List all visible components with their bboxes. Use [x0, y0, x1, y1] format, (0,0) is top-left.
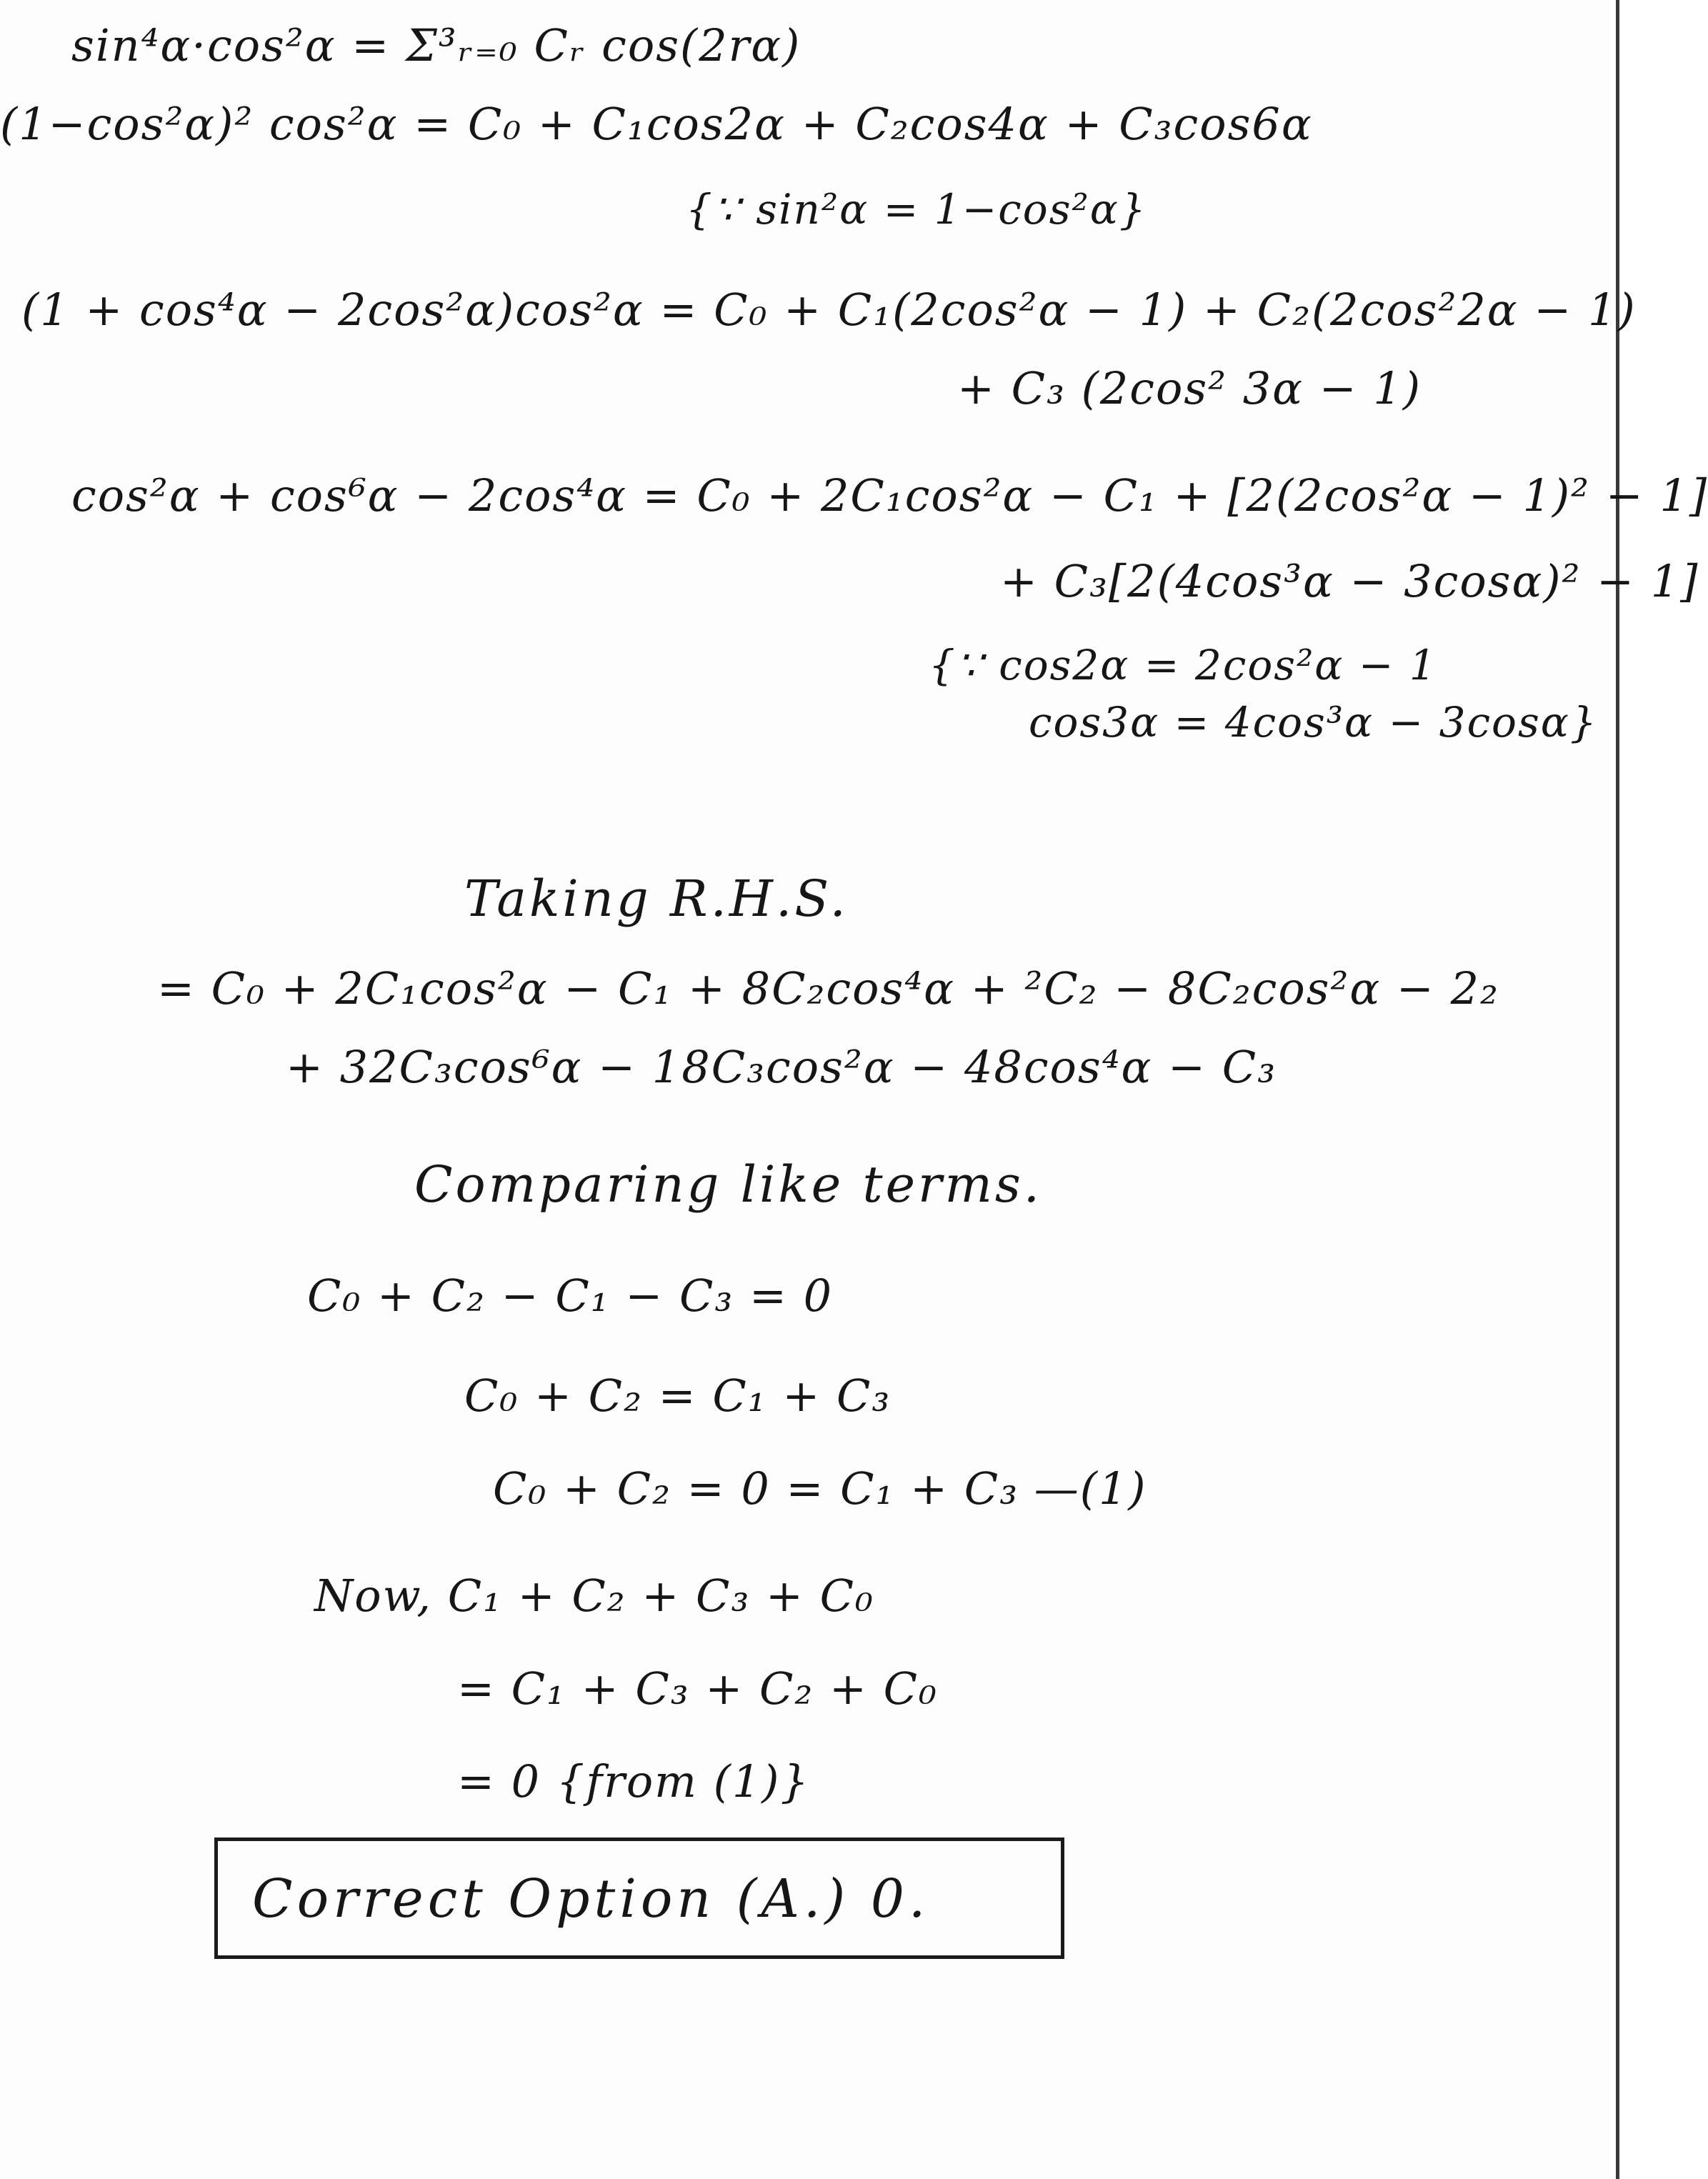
section-heading-compare: Comparing like terms.	[414, 1155, 1043, 1214]
identity-note-cos3: cos3α = 4cos³α − 3cosα}	[1029, 698, 1598, 747]
simplified-line: cos²α + cos⁶α − 2cos⁴α = C₀ + 2C₁cos²α − C₁ + [2(2cos²α − 1)² − 1]	[71, 469, 1708, 522]
answer-text: Correct Option (A.) 0.	[252, 1868, 930, 1930]
rhs-expansion-continued: + 32C₃cos⁶α − 18C₃cos²α − 48cos⁴α − C₃	[286, 1041, 1277, 1093]
given-equation: sin⁴α·cos²α = Σ³ᵣ₌₀ Cᵣ cos(2rα)	[71, 19, 801, 71]
expansion-line-continued: + C₃ (2cos² 3α − 1)	[957, 362, 1422, 414]
comparison-equation-2: C₀ + C₂ = C₁ + C₃	[464, 1370, 892, 1422]
sum-result: = 0 {from (1)}	[457, 1755, 810, 1807]
answer-box	[214, 1838, 1064, 1959]
section-heading-rhs: Taking R.H.S.	[464, 869, 849, 928]
identity-note-cos2: {∵ cos2α = 2cos²α − 1	[929, 641, 1437, 689]
substitution-line: (1−cos²α)² cos²α = C₀ + C₁cos2α + C₂cos4α + C₃cos6α	[0, 98, 1313, 150]
identity-note-sin: {∵ sin²α = 1−cos²α}	[686, 185, 1147, 234]
simplified-line-continued: + C₃[2(4cos³α − 3cosα)² − 1]	[1000, 555, 1699, 607]
sum-rearranged: = C₁ + C₃ + C₂ + C₀	[457, 1662, 938, 1715]
comparison-equation-1: C₀ + C₂ − C₁ − C₃ = 0	[307, 1270, 834, 1322]
sum-expression: Now, C₁ + C₂ + C₃ + C₀	[314, 1570, 874, 1622]
expansion-line: (1 + cos⁴α − 2cos²α)cos²α = C₀ + C₁(2cos²α − 1) + C₂(2cos²2α − 1)	[21, 284, 1637, 336]
comparison-equation-3: C₀ + C₂ = 0 = C₁ + C₃ —(1)	[493, 1462, 1147, 1515]
rhs-expansion: = C₀ + 2C₁cos²α − C₁ + 8C₂cos⁴α + ²C₂ − 8C₂cos²α − 2₂	[157, 962, 1499, 1014]
